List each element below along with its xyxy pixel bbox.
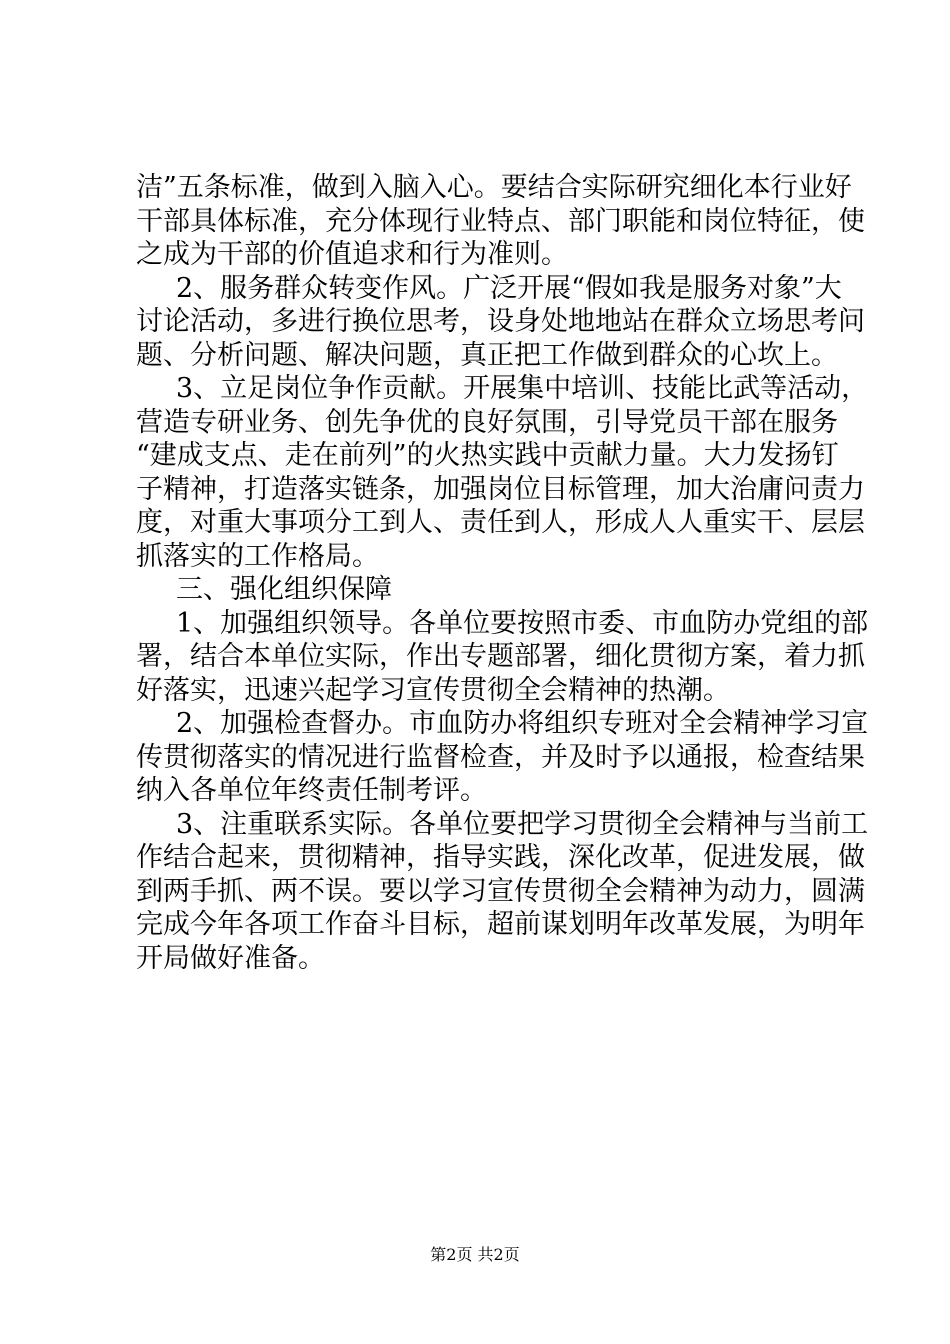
text-line: 之成为干部的价值追求和行为准则。 bbox=[136, 239, 568, 270]
text-line: 开局做好准备。 bbox=[136, 942, 325, 974]
text-line: 度，对重大事项分工到人、责任到人，形成人人重实干、层层 bbox=[136, 507, 865, 538]
text-line: 抓落实的工作格局。 bbox=[136, 540, 379, 572]
text-line: 署，结合本单位实际，作出专题部署，细化贯彻方案，着力抓 bbox=[136, 641, 865, 672]
page-number-footer: 第2页 共2页 bbox=[430, 1245, 520, 1264]
text-line: 到两手抓、两不误。要以学习宣传贯彻全会精神为动力，圆满 bbox=[136, 875, 865, 907]
text-line: 讨论活动，多进行换位思考，设身处地地站在群众立场思考问 bbox=[136, 306, 865, 337]
text-line: “建成支点、走在前列”的火热实践中贡献力量。大力发扬钉 bbox=[136, 440, 839, 471]
text-line: 作结合起来，贯彻精神，指导实践，深化改革，促进发展，做 bbox=[136, 842, 865, 873]
document-body bbox=[136, 171, 869, 975]
text-line: 洁”五条标准，做到入脑入心。要结合实际研究细化本行业好 bbox=[136, 172, 852, 203]
text-line: 纳入各单位年终责任制考评。 bbox=[136, 775, 487, 806]
text-line: 完成今年各项工作奋斗目标，超前谋划明年改革发展，为明年 bbox=[136, 909, 865, 940]
text-line: 3、注重联系实际。各单位要把学习贯彻全会精神与当前工 bbox=[176, 808, 869, 840]
text-line: 子精神，打造落实链条，加强岗位目标管理，加大治庸问责力 bbox=[136, 473, 865, 505]
text-line: 2、服务群众转变作风。广泛开展“假如我是服务对象”大 bbox=[176, 272, 842, 304]
text-line: 干部具体标准，充分体现行业特点、部门职能和岗位特征，使 bbox=[136, 205, 865, 237]
text-line: 三、强化组织保障 bbox=[176, 574, 392, 605]
text-line: 好落实，迅速兴起学习宣传贯彻全会精神的热潮。 bbox=[136, 674, 730, 706]
text-line: 题、分析问题、解决问题，真正把工作做到群众的心坎上。 bbox=[136, 339, 838, 371]
text-line: 3、立足岗位争作贡献。开展集中培训、技能比武等活动， bbox=[176, 373, 869, 404]
text-line: 2、加强检查督办。市血防办将组织专班对全会精神学习宣 bbox=[176, 708, 869, 739]
text-line: 营造专研业务、创先争优的良好氛围，引导党员干部在服务 bbox=[136, 406, 838, 438]
text-line: 1、加强组织领导。各单位要按照市委、市血防办党组的部 bbox=[176, 607, 869, 639]
text-line: 传贯彻落实的情况进行监督检查，并及时予以通报，检查结果 bbox=[136, 741, 865, 773]
